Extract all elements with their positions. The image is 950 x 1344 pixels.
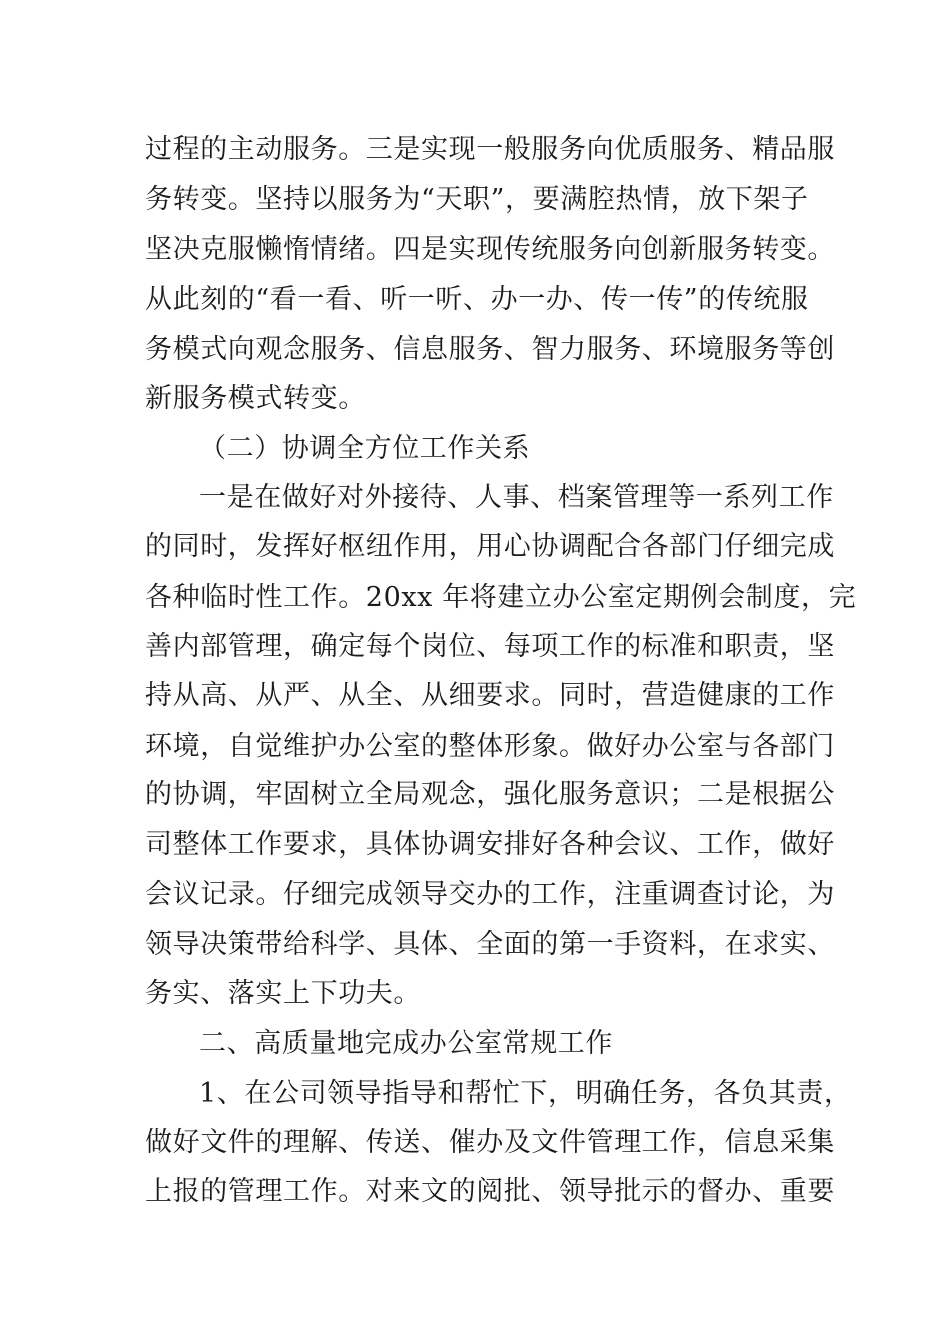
- text-line: 坚决克服懒惰情绪。四是实现传统服务向创新服务转变。: [145, 234, 835, 265]
- section-heading: （二）协调全方位工作关系: [199, 433, 531, 464]
- text-line: 各种临时性工作。20xx 年将建立办公室定期例会制度，完: [145, 582, 857, 613]
- text-line: 领导决策带给科学、具体、全面的第一手资料，在求实、: [145, 929, 835, 960]
- section-heading: 二、高质量地完成办公室常规工作: [199, 1028, 613, 1059]
- text-line: 务实、落实上下功夫。: [145, 978, 421, 1009]
- text-line: 务模式向观念服务、信息服务、智力服务、环境服务等创: [145, 334, 835, 365]
- text-line: 上报的管理工作。对来文的阅批、领导批示的督办、重要: [145, 1176, 835, 1207]
- text-line: 环境，自觉维护办公室的整体形象。做好办公室与各部门: [145, 731, 835, 762]
- text-line: 过程的主动服务。三是实现一般服务向优质服务、精品服: [145, 134, 835, 165]
- text-line: 的协调，牢固树立全局观念，强化服务意识；二是根据公: [145, 779, 835, 810]
- text-line: 的同时，发挥好枢纽作用，用心协调配合各部门仔细完成: [145, 531, 835, 562]
- text-line: 司整体工作要求，具体协调安排好各种会议、工作，做好: [145, 829, 835, 860]
- text-line: 持从高、从严、从全、从细要求。同时，营造健康的工作: [145, 680, 835, 711]
- text-line: 从此刻的“看一看、听一听、办一办、传一传”的传统服: [145, 284, 809, 315]
- text-line: 新服务模式转变。: [145, 383, 366, 414]
- text-line: 做好文件的理解、传送、催办及文件管理工作，信息采集: [145, 1127, 835, 1158]
- text-line: 1、在公司领导指导和帮忙下，明确任务，各负其责，: [199, 1078, 852, 1109]
- text-line: 务转变。坚持以服务为“天职”，要满腔热情，放下架子: [145, 184, 809, 215]
- text-line: 一是在做好对外接待、人事、档案管理等一系列工作: [199, 482, 834, 513]
- text-line: 善内部管理，确定每个岗位、每项工作的标准和职责，坚: [145, 631, 835, 662]
- text-line: 会议记录。仔细完成领导交办的工作，注重调查讨论，为: [145, 879, 835, 910]
